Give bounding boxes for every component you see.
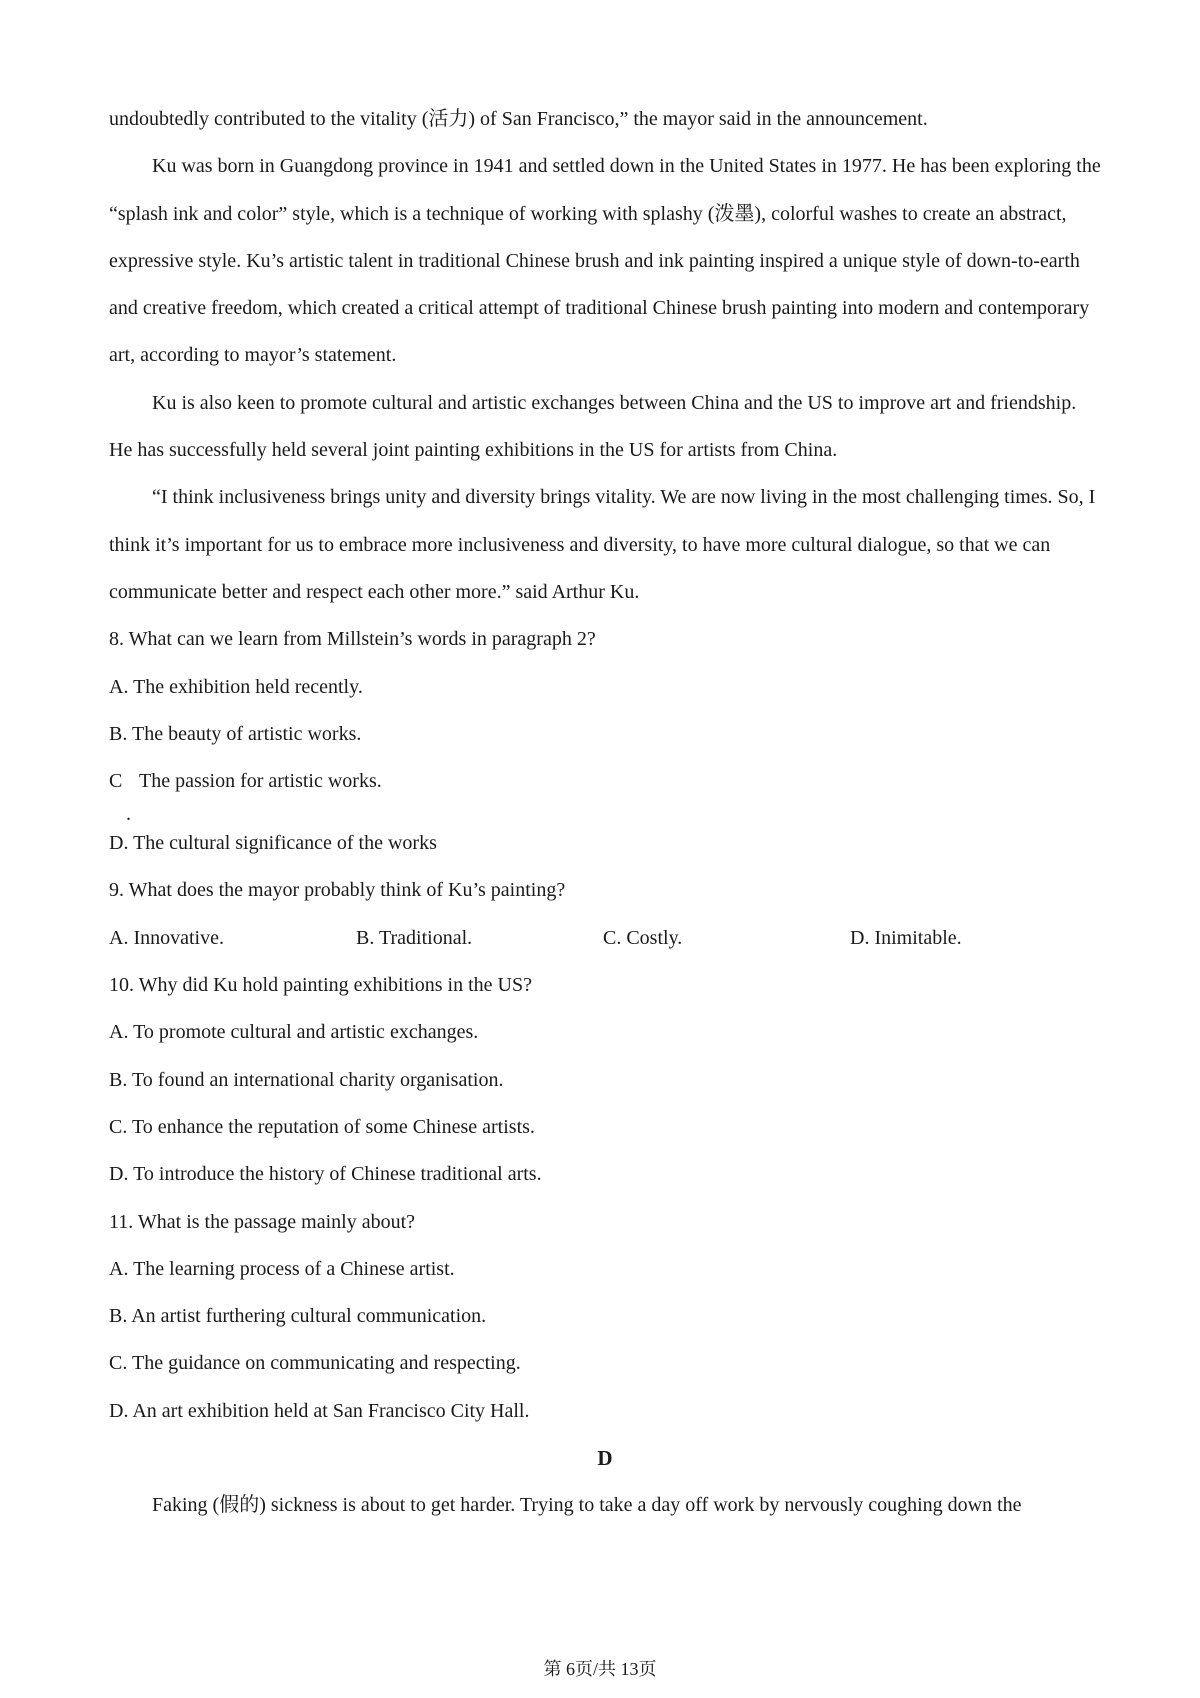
option-a: A. To promote cultural and artistic exchanges. xyxy=(109,1021,479,1044)
question-stem: 9. What does the mayor probably think of Ku’s painting? xyxy=(109,879,566,902)
question-10 xyxy=(109,962,1101,1198)
option-c-letter: C xyxy=(109,770,123,793)
question-8 xyxy=(109,616,1101,867)
question-stem: 11. What is the passage mainly about? xyxy=(109,1210,416,1233)
option-d: D. An art exhibition held at San Francisco City Hall. xyxy=(109,1399,530,1422)
passage-c-paragraph-ku-born: Ku was born in Guangdong province in 1941 and settled down in the United States in 1977. He has been exploring the “splash ink and color” style, which is a technique of working with splashy (泼墨), colorful washes to create an abstract, expressive style. Ku’s artistic talent in traditional Chinese brush and ink painting inspired a unique style of down-to-earth and creative freedom, which created a critical attempt of traditional Chinese brush painting into modern and contemporary art, according to mayor’s statement. xyxy=(109,155,1101,367)
option-b: B. The beauty of artistic works. xyxy=(109,722,362,745)
question-9 xyxy=(109,867,1101,962)
passage-c-paragraph-quote: “I think inclusiveness brings unity and diversity brings vitality. We are now living in the most challenging times. So, I think it’s important for us to embrace more inclusiveness and diversity, to have more cultural dialogue, so that we can communicate better and respect each other more.” said Arthur Ku. xyxy=(109,486,1096,603)
option-b: B. Traditional. xyxy=(356,926,473,949)
option-d: D. To introduce the history of Chinese traditional arts. xyxy=(109,1163,542,1186)
passage-d-paragraph-first: Faking (假的) sickness is about to get harder. Trying to take a day off work by nervously coughing down the xyxy=(152,1494,1022,1517)
question-stem: 10. Why did Ku hold painting exhibitions in the US? xyxy=(109,974,532,997)
question-stem: 8. What can we learn from Millstein’s words in paragraph 2? xyxy=(109,628,596,651)
option-a: A. The learning process of a Chinese artist. xyxy=(109,1257,455,1280)
options-row xyxy=(109,915,1101,962)
option-c-dot: . xyxy=(126,803,131,826)
option-a: A. Innovative. xyxy=(109,926,224,949)
option-b: B. To found an international charity organisation. xyxy=(109,1068,504,1091)
option-c xyxy=(109,758,1101,826)
option-c: C. The guidance on communicating and respecting. xyxy=(109,1352,521,1375)
passage-c-paragraph-continued: undoubtedly contributed to the vitality (活力) of San Francisco,” the mayor said in the announcement. xyxy=(109,108,928,130)
page-content xyxy=(109,96,1101,1530)
option-a: A. The exhibition held recently. xyxy=(109,675,363,698)
option-d: D. Inimitable. xyxy=(850,926,962,949)
page-number-footer: 第 6页/共 13页 xyxy=(543,1659,657,1679)
passage-c-paragraph-exchanges: Ku is also keen to promote cultural and artistic exchanges between China and the US to improve art and friendship. He has successfully held several joint painting exhibitions in the US for artists from China. xyxy=(109,391,1077,462)
option-c-text: The passion for artistic works. xyxy=(139,770,382,793)
question-11 xyxy=(109,1199,1101,1435)
option-c: C. Costly. xyxy=(603,926,683,949)
option-d: D. The cultural significance of the works xyxy=(109,832,437,855)
option-b: B. An artist furthering cultural communication. xyxy=(109,1305,487,1328)
section-heading-d: D xyxy=(597,1446,613,1471)
option-c: C. To enhance the reputation of some Chinese artists. xyxy=(109,1115,535,1138)
